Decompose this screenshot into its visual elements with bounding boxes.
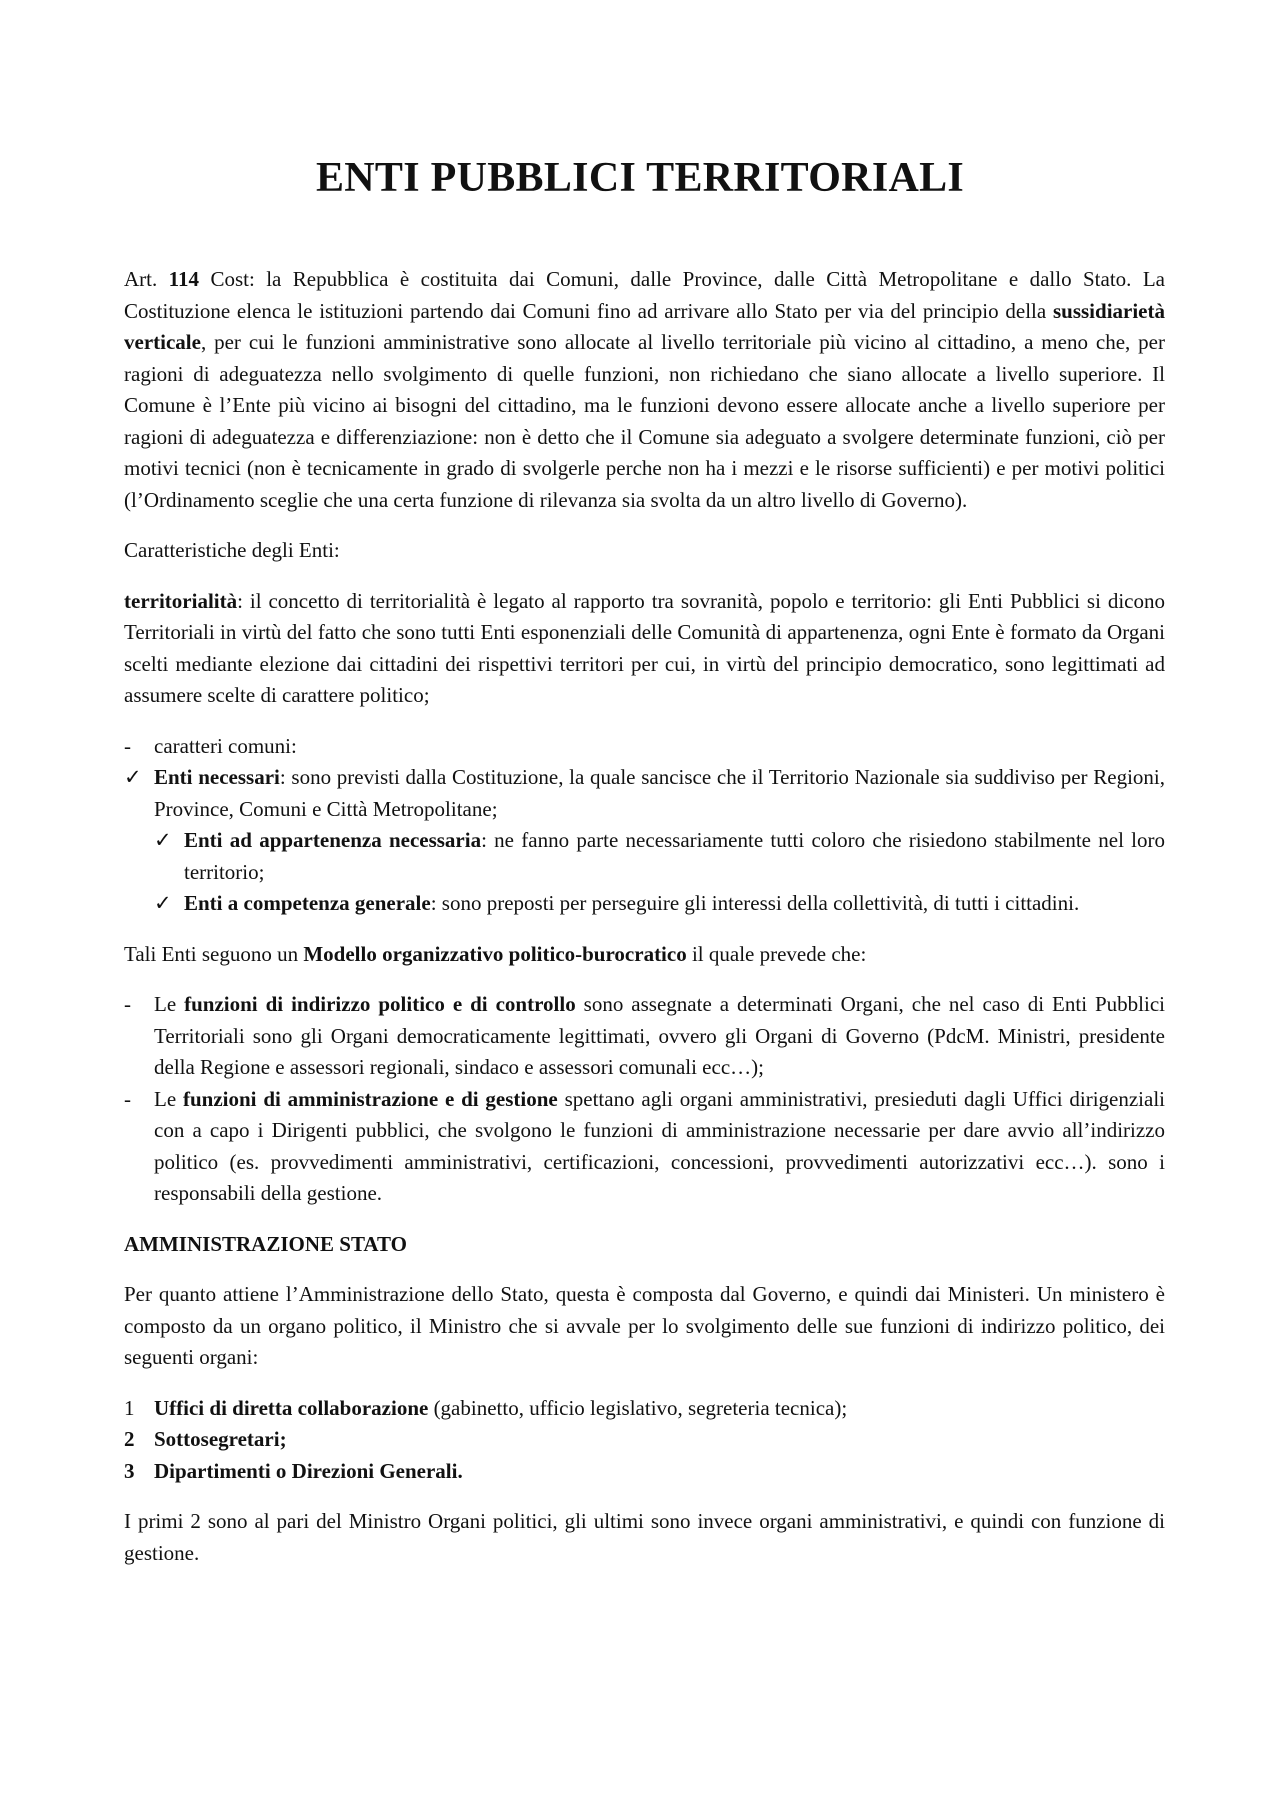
check-icon: ✓: [154, 828, 172, 852]
dash-bullet: -: [124, 992, 131, 1016]
list-funzioni: [124, 989, 1165, 1210]
list-organi: [124, 1393, 1165, 1488]
paragraph-territorialita: [124, 586, 1165, 712]
bold-run: 114: [168, 267, 200, 291]
list-item-text: [184, 825, 1165, 888]
list-item-text: [154, 1084, 1165, 1210]
paragraph-modello: [124, 939, 1165, 971]
check-icon: ✓: [124, 765, 142, 789]
text-run: sono assegnate a determinati Organi, che nel caso di Enti Pubblici Territoriali sono gli Organi democraticamente legittimati, ovvero gli Organi di Governo (PdcM. Ministri, presidente della Regione e assessori regionali, sindaco e assessori comunali ecc…);: [154, 992, 1166, 1079]
text-run: : sono preposti per perseguire gli interessi della collettività, di tutti i cittadini.: [430, 891, 1080, 915]
text-run: (gabinetto, ufficio legislativo, segreteria tecnica);: [428, 1395, 848, 1420]
bold-run: sussidiarietà verticale: [124, 298, 1165, 354]
bold-run: Dipartimenti o Direzioni Generali.: [154, 1458, 463, 1483]
bold-run: Uffici di diretta collaborazione: [154, 1395, 429, 1420]
check-icon: ✓: [154, 891, 172, 915]
list-number: 2: [124, 1427, 135, 1451]
list-caratteri-comuni: [124, 731, 1165, 920]
text-run: : ne fanno parte necessariamente tutti coloro che risiedono stabilmente nel loro territorio;: [184, 828, 1165, 884]
bold-run: funzioni di indirizzo politico e di controllo: [184, 992, 576, 1016]
paragraph-conclusione: I primi 2 sono al pari del Ministro Organi politici, gli ultimi sono invece organi amministrativi, e quindi con funzione di gestione.: [124, 1509, 1165, 1565]
text-run: Le: [154, 992, 185, 1016]
text-run: : il concetto di territorialità è legato al rapporto tra sovranità, popolo e territorio: gli Enti Pubblici si dicono Territoriali in virtù del fatto che sono tutti Enti esponenziali delle Comunità di appartenenza, ogni Ente è formato da Organi scelti mediante elezione dai cittadini dei rispettivi territori per cui, in virtù del principio democratico, sono legittimati ad assumere scelte di carattere politico;: [124, 588, 1165, 707]
list-item: [154, 825, 1165, 888]
list-number: 1: [124, 1395, 135, 1420]
text-run: Cost: la Repubblica è costituita dai Comuni, dalle Province, dalle Città Metropolitane e dallo Stato. La Costituzione elenca le istituzioni partendo dai Comuni fino ad arrivare allo Stato per via del principio della: [124, 267, 1165, 323]
text-run: Tali Enti seguono un: [124, 941, 304, 966]
list-item-text: [184, 888, 1165, 920]
bold-run: territorialità: [124, 588, 238, 613]
section-heading-amministrazione-stato: [124, 1229, 1165, 1261]
paragraph-art-114: [124, 264, 1165, 516]
list-item: [124, 1456, 1165, 1488]
bold-run: Enti necessari: [154, 765, 280, 789]
text-run: il quale prevede che:: [686, 941, 867, 966]
document-title: ENTI PUBBLICI TERRITORIALI: [315, 155, 965, 201]
list-item-text: caratteri comuni:: [154, 733, 297, 758]
list-item-text: [154, 989, 1165, 1084]
list-item: [124, 1424, 1165, 1456]
bold-run: Modello organizzativo politico-burocratico: [303, 941, 687, 966]
list-item: [124, 1393, 1165, 1425]
list-item: [124, 762, 1165, 825]
list-item-text: [154, 1424, 1165, 1456]
list-item: [124, 989, 1165, 1084]
bold-run: Sottosegretari;: [154, 1427, 287, 1451]
dash-bullet: -: [124, 1086, 131, 1111]
list-item-text: [154, 762, 1165, 825]
list-item-text: [154, 1456, 1165, 1488]
bold-run: funzioni di amministrazione e di gestione: [182, 1086, 558, 1111]
dash-bullet: -: [124, 733, 131, 758]
text-run: Art.: [124, 267, 169, 291]
document-body: [124, 264, 1165, 1569]
bold-run: Enti ad appartenenza necessaria: [184, 828, 482, 852]
text-run: spettano agli organi amministrativi, presieduti dagli Uffici dirigenziali con a capo i Dirigenti pubblici, che svolgono le funzioni di amministrazione necessarie per dare avvio all’indirizzo politico (es. provvedimenti amministrativi, certificazioni, concessioni, provvedimenti autorizzativi ecc…). sono i responsabili della gestione.: [154, 1086, 1166, 1205]
list-item: [124, 731, 1165, 763]
bold-run: AMMINISTRAZIONE STATO: [124, 1231, 407, 1256]
list-item: [154, 888, 1165, 920]
text-run: : sono previsti dalla Costituzione, la quale sancisce che il Territorio Nazionale sia suddiviso per Regioni, Province, Comuni e Città Metropolitane;: [154, 765, 1165, 821]
paragraph-amministrazione: Per quanto attiene l’Amministrazione dello Stato, questa è composta dal Governo, e quindi dai Ministeri. Un ministero è composto da un organo politico, il Ministro che si avvale per lo svolgimento delle sue funzioni di indirizzo politico, dei seguenti organi:: [124, 1282, 1165, 1369]
text-run: , per cui le funzioni amministrative sono allocate al livello territoriale più vicino al cittadino, a meno che, per ragioni di adeguatezza nello svolgimento di quelle funzioni, non richiedano che siano allocate a livello superiore. Il Comune è l’Ente più vicino ai bisogni del cittadino, ma le funzioni devono essere allocate anche a livello superiore per ragioni di adeguatezza e differenziazione: non è detto che il Comune sia adeguato a svolgere determinate funzioni, ciò per motivi tecnici (non è tecnicamente in grado di svolgerle perche non ha i mezzi e le risorse sufficienti) e per motivi politici (l’Ordinamento sceglie che una certa funzione di rilevanza sia svolta da un altro livello di Governo).: [124, 330, 1165, 512]
text-run: Le: [154, 1086, 183, 1111]
bold-run: Enti a competenza generale: [184, 891, 431, 915]
list-item: [124, 1084, 1165, 1210]
list-item-text: [154, 1393, 1165, 1425]
paragraph-caratteristiche: Caratteristiche degli Enti:: [124, 538, 340, 562]
list-number: 3: [124, 1458, 135, 1483]
